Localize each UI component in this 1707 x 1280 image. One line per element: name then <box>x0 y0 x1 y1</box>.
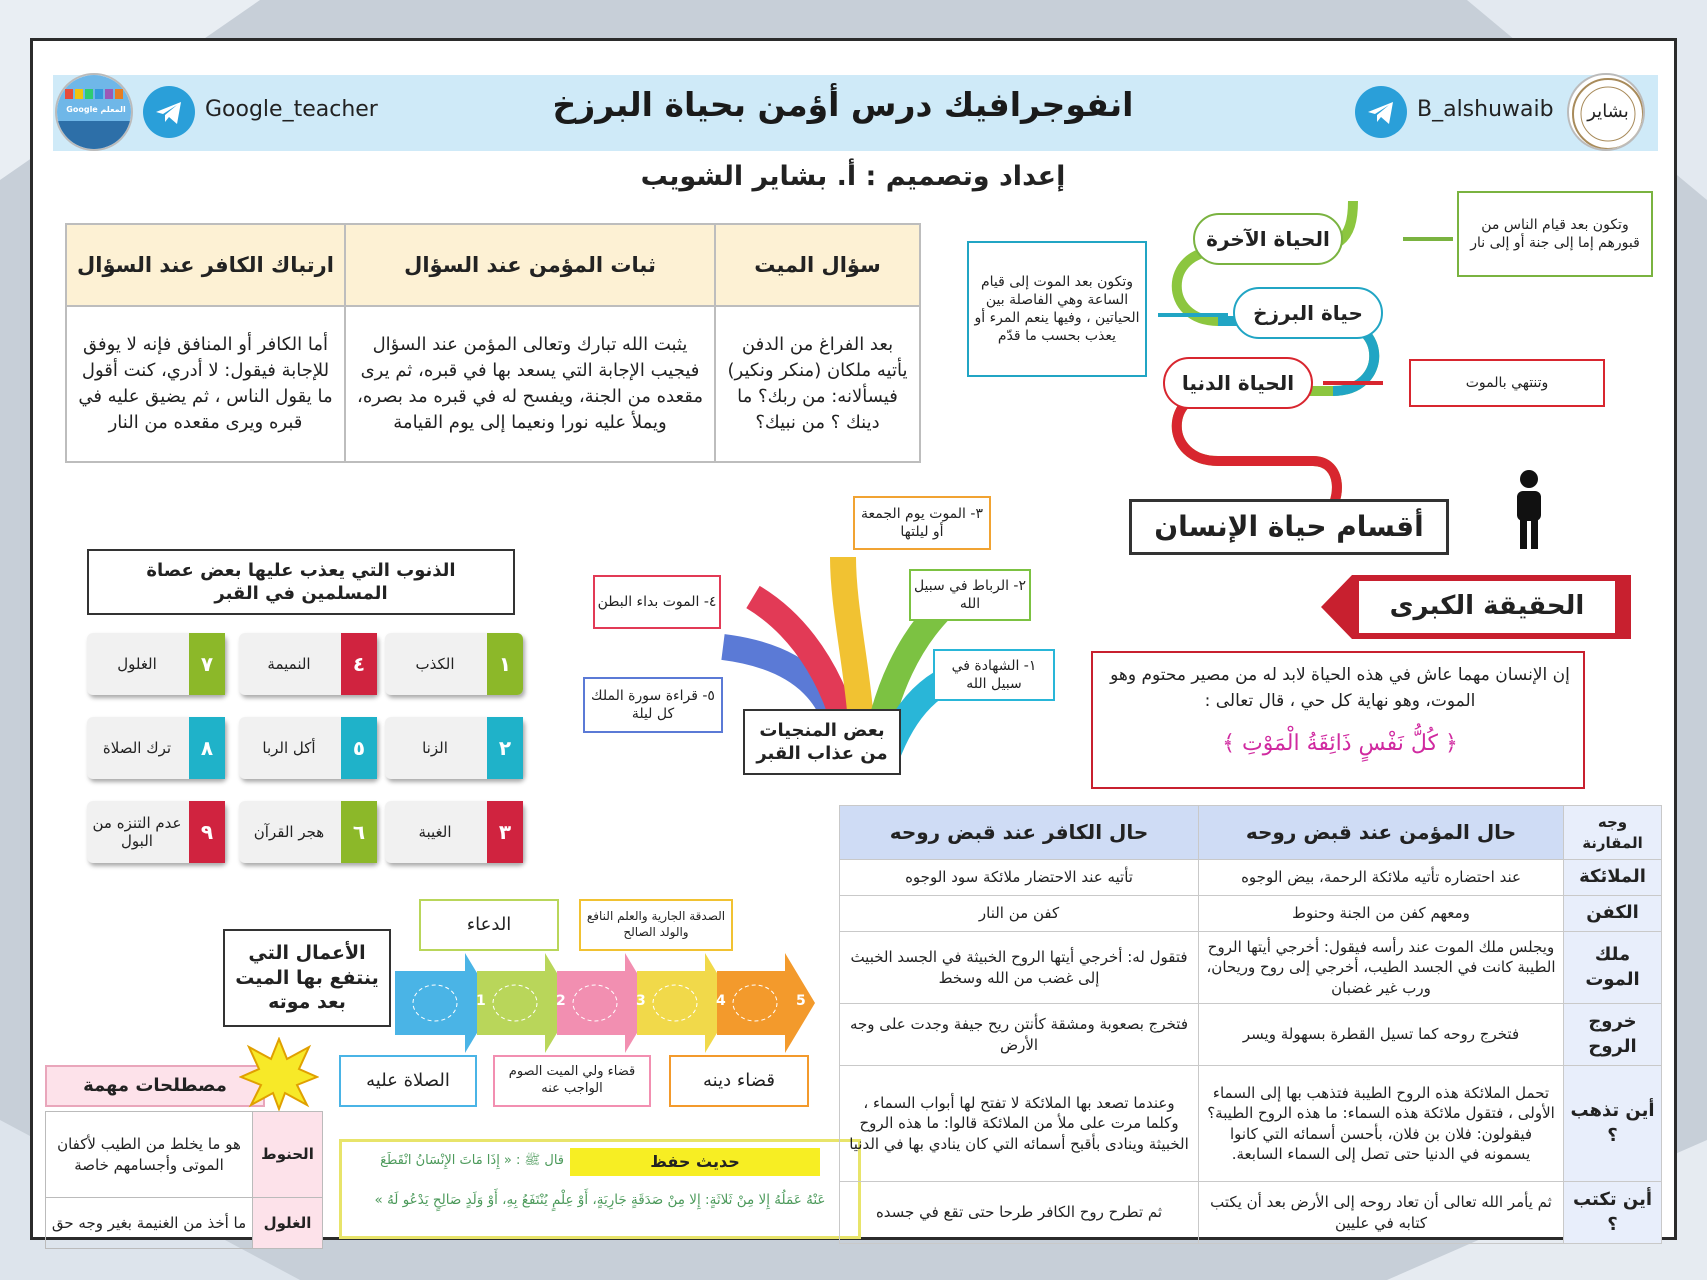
akhira-note: وتكون بعد قيام الناس من قبورهم إما إلى جنة أو إلى نار <box>1457 191 1653 277</box>
term-definition: ما أخذ من الغنيمة بغير وجه حق <box>46 1198 253 1249</box>
arrow-barzakh <box>1158 313 1228 317</box>
table-header: سؤال الميت <box>715 224 920 306</box>
term-label: الحنوط <box>253 1112 323 1198</box>
terms-title: مصطلحات مهمة <box>45 1065 265 1107</box>
table-cell: يثبت الله تبارك وتعالى المؤمن عند السؤال فيجيب الإجابة التي يسعد بها في قبره، ثم يرى مقعده من الجنة، ويفسح له في قبره مد بصره، ويملأ عليه نورا ونعيما إلى يوم القيامة <box>345 306 715 462</box>
sin-card <box>385 801 523 863</box>
sin-card <box>87 717 225 779</box>
table-cell: ثم يأمر الله تعالى أن تعاد روحه إلى الأرض بعد أن يكتب كتابه في عليين <box>1199 1182 1564 1244</box>
term-label: الغلول <box>253 1198 323 1249</box>
page-title: انفوجرافيك درس أؤمن بحياة البرزخ <box>552 85 1134 124</box>
sin-number: ٦ <box>341 801 377 863</box>
hadith-box <box>339 1139 861 1239</box>
person-icon <box>1509 469 1549 551</box>
star-burst-icon <box>239 1037 319 1111</box>
sin-number: ٨ <box>189 717 225 779</box>
savior-item: ١- الشهادة في سبيل الله <box>933 649 1055 701</box>
comparison-table <box>839 805 1662 1244</box>
left-logo <box>55 73 133 151</box>
life-stages-title: أقسام حياة الإنسان <box>1129 499 1449 555</box>
table-cell: بعد الفراغ من الدفن يأتيه ملكان (منكر ونكير) فيسألانه: من ربك؟ ما دينك ؟ من نبيك؟ <box>715 306 920 462</box>
table-cell: وعندما تصعد بها الملائكة لا تفتح لها أبواب السماء ، وكلما مرت على ملأ من الملائكة قالوا: ما هذه الروح الخبيثة وينادى بأقبح أسمائه التي كان ينادي بها في الدنيا <box>840 1066 1199 1182</box>
right-logo-text: بشاير <box>1587 101 1629 122</box>
deed-top: الدعاء <box>419 899 559 951</box>
stage-akhira: الحياة الآخرة <box>1193 213 1343 265</box>
sin-card <box>239 801 377 863</box>
table-cell: أما الكافر أو المنافق فإنه لا يوفق للإجابة فيقول: لا أدري، كنت أقول ما يقول الناس ، ثم يضيق عليه في قبره ويرى مقعده من النار <box>66 306 345 462</box>
savior-item: ٣- الموت يوم الجمعة أو ليلتها <box>853 496 991 550</box>
table-header: حال المؤمن عند قبض روحه <box>1199 806 1564 860</box>
deed-top: الصدقة الجارية والعلم النافع والولد الصالح <box>579 899 733 951</box>
term-definition: هو ما يخلط من الطيب لأكفان الموتى وأجسامهم خاصة <box>46 1112 253 1198</box>
savior-item: ٤- الموت بداء البطن <box>593 575 721 629</box>
sin-card <box>87 801 225 863</box>
truth-title: الحقيقة الكبرى <box>1359 581 1615 633</box>
truth-verse: ﴿ كُلُّ نَفْسٍ ذَائِقَةُ الْمَوْتِ ﴾ <box>1222 731 1458 756</box>
right-logo <box>1567 73 1645 151</box>
sin-label: هجر القرآن <box>253 823 325 841</box>
sin-number: ٩ <box>189 801 225 863</box>
row-label: الملائكة <box>1564 860 1662 896</box>
sin-number: ٢ <box>487 717 523 779</box>
truth-box <box>1091 651 1585 789</box>
sin-label: الكذب <box>415 655 455 673</box>
sins-title: الذنوب التي يعذب عليها بعض عصاة المسلمين في القبر <box>87 549 515 615</box>
deed-number: 4 <box>716 993 726 1009</box>
deed-number: 2 <box>556 993 566 1009</box>
table-header: وجه المقارنة <box>1564 806 1662 860</box>
table-cell: ويجلس ملك الموت عند رأسه فيقول: أخرجي أيتها الروح الطيبة كانت في الجسد الطيب، أخرجي إلى روح وريحان، ورب غير غضبان <box>1199 932 1564 1004</box>
telegram-icon[interactable] <box>1355 86 1407 138</box>
table-header: ارتباك الكافر عند السؤال <box>66 224 345 306</box>
savior-item: ٢- الرباط في سبيل الله <box>909 569 1031 621</box>
sin-label: ترك الصلاة <box>102 739 172 757</box>
row-label: خروج الروح <box>1564 1004 1662 1066</box>
hadith-line: قال ﷺ : « إِذَا مَاتَ الإِنْسَانُ انْقَطَعَ <box>380 1153 564 1168</box>
arrow-dunya <box>1323 381 1383 385</box>
dunya-note: وتنتهي بالموت <box>1409 359 1605 407</box>
sin-number: ٤ <box>341 633 377 695</box>
table-cell: كفن من النار <box>840 896 1199 932</box>
sin-number: ٥ <box>341 717 377 779</box>
barzakh-note: وتكون بعد الموت إلى قيام الساعة وهي الفاصلة بين الحياتين ، وفيها ينعم المرء أو يعذب بحسب ما قدّم <box>967 241 1147 377</box>
sin-label: الغيبة <box>418 823 452 841</box>
table-cell: فتخرج بصعوبة ومشقة كأنتن ريح جيفة وجدت على وجه الأرض <box>840 1004 1199 1066</box>
stage-dunya: الحياة الدنيا <box>1163 357 1313 409</box>
sin-number: ٧ <box>189 633 225 695</box>
sin-label: النميمة <box>267 655 311 673</box>
saviors-title: بعض المنجيات من عذاب القبر <box>743 709 901 775</box>
infographic-page <box>30 38 1677 1240</box>
table-cell: ثم تطرح روح الكافر طرحا حتى تقع في جسده <box>840 1182 1199 1244</box>
truth-text: إن الإنسان مهما عاش في هذه الحياة لابد له من مصير محتوم وهو الموت، وهو نهاية كل حي ، قال تعالى : <box>1110 665 1570 711</box>
savior-item: ٥- قراءة سورة الملك كل ليلة <box>583 677 723 733</box>
deeds-title: الأعمال التي ينتفع بها الميت بعد موته <box>223 929 391 1027</box>
telegram-handle-right[interactable]: B_alshuwaib <box>1417 97 1554 122</box>
row-label: أين تذهب ؟ <box>1564 1066 1662 1182</box>
table-cell: فتخرج روحه كما تسيل القطرة بسهولة ويسر <box>1199 1004 1564 1066</box>
sin-number: ١ <box>487 633 523 695</box>
deed-number: 3 <box>636 993 646 1009</box>
deed-number: 5 <box>796 993 806 1009</box>
row-label: ملك الموت <box>1564 932 1662 1004</box>
table-cell: عند احتضاره تأتيه ملائكة الرحمة، بيض الوجوه <box>1199 860 1564 896</box>
table-header: ثبات المؤمن عند السؤال <box>345 224 715 306</box>
table-header: حال الكافر عند قبض روحه <box>840 806 1199 860</box>
deeds-arrow-chain <box>395 953 827 1053</box>
deed-bottom: قضاء ولي الميت الصوم الواجب عنه <box>493 1055 651 1107</box>
sin-card <box>239 633 377 695</box>
row-label: أين تكتب ؟ <box>1564 1182 1662 1244</box>
sin-number: ٣ <box>487 801 523 863</box>
deed-bottom: قضاء دينه <box>669 1055 809 1107</box>
table-cell: تحمل الملائكة هذه الروح الطيبة فتذهب بها إلى السماء الأولى ، فتقول ملائكة هذه السماء: ما هذه الروح الطيبة؟ فيقولون: فلان بن فلان، بأحسن أسمائه التي كانوا يسمونه في الدنيا حتى تصل إلى السماء السابعة. <box>1199 1066 1564 1182</box>
sin-label: عدم التنزه من البول <box>92 814 182 850</box>
deed-bottom: الصلاة عليه <box>339 1055 477 1107</box>
sin-label: الغلول <box>117 655 157 673</box>
sin-card <box>385 633 523 695</box>
sin-label: الزنا <box>422 739 448 757</box>
stage-barzakh: حياة البرزخ <box>1233 287 1383 339</box>
table-cell: تأتيه عند الاحتضار ملائكة سود الوجوه <box>840 860 1199 896</box>
telegram-icon[interactable] <box>143 86 195 138</box>
arrow-akhira <box>1403 237 1453 241</box>
hadith-line: عَنْهُ عَمَلُهُ إِلا مِنْ ثَلاثَةٍ: إِلا مِنْ صَدَقَةٍ جَارِيَةٍ، أَوْ عِلْمٍ يُنْتَفَعُ بِهِ، أَوْ وَلَدٍ صَالِحٍ يَدْعُو لَهُ » <box>374 1192 826 1208</box>
question-table <box>65 223 921 463</box>
row-label: الكفن <box>1564 896 1662 932</box>
author-line: إعداد وتصميم : أ. بشاير الشويب <box>640 161 1066 192</box>
sin-card <box>385 717 523 779</box>
deed-number: 1 <box>476 993 486 1009</box>
sin-label: أكل الربا <box>262 739 316 757</box>
table-cell: فتقول له: أخرجي أيتها الروح الخبيثة في الجسد الخبيث إلى غضب من الله وسخط <box>840 932 1199 1004</box>
table-cell: ومعهم كفن من الجنة وحنوط <box>1199 896 1564 932</box>
hadith-title: حديث حفظ <box>570 1148 820 1176</box>
sin-card <box>239 717 377 779</box>
telegram-handle-left[interactable]: Google_teacher <box>205 97 378 122</box>
terms-table <box>45 1111 323 1249</box>
left-logo-text: Google المعلم <box>66 105 126 114</box>
sin-card <box>87 633 225 695</box>
